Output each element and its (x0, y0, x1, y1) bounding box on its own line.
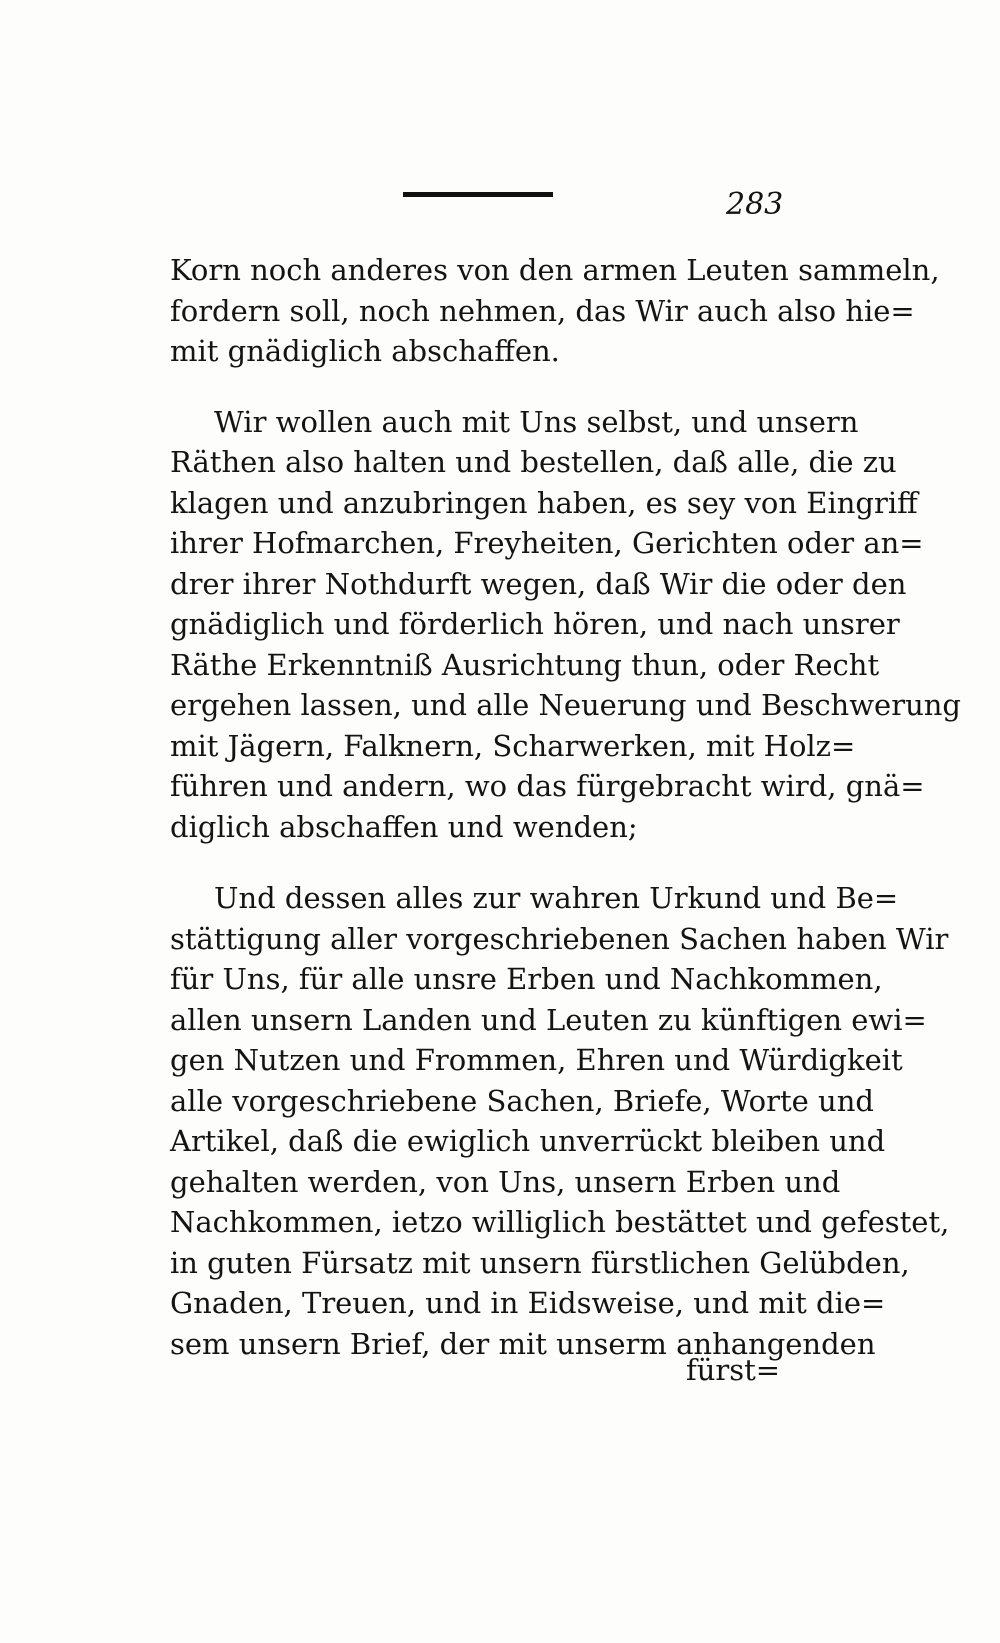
header-rule (403, 192, 553, 197)
text-line: mit gnädiglich abschaffen. (170, 334, 560, 368)
paragraph-gap (170, 372, 794, 402)
text-line: Artikel, daß die ewiglich unverrückt bleiben und (170, 1124, 886, 1158)
text-line: gnädiglich und förderlich hören, und nach unsrer (170, 607, 900, 641)
text-line: klagen und anzubringen haben, es sey von Eingriff (170, 485, 918, 520)
text-line: Nachkommen, ietzo williglich bestättet und gefestet, (170, 1205, 950, 1239)
text-line: ergehen lassen, und alle Neuerung und Beschwerung (170, 688, 962, 722)
text-line: drer ihrer Nothdurft wegen, daß Wir die oder den (170, 566, 907, 601)
text-line: diglich abschaffen und wenden; (170, 809, 638, 844)
text-line: für Uns, für alle unsre Erben und Nachkommen, (170, 962, 883, 996)
catchword: fürst= (686, 1353, 781, 1387)
paragraph-3 (170, 878, 950, 1364)
paragraph-gap (170, 847, 794, 878)
text-line: Gnaden, Treuen, und in Eidsweise, und mit die= (170, 1286, 886, 1320)
text-line: Wir wollen auch mit Uns selbst, und unsern (214, 404, 859, 439)
text-line: allen unsern Landen und Leuten zu künftigen ewi= (170, 1002, 927, 1037)
text-line: gehalten werden, von Uns, unsern Erben und (170, 1164, 841, 1199)
text-line: Korn noch anderes von den armen Leuten sammeln, (170, 253, 940, 287)
text-line: stättigung aller vorgeschriebenen Sachen haben Wir (170, 921, 949, 956)
text-line: gen Nutzen und Frommen, Ehren und Würdigkeit (170, 1043, 903, 1077)
paragraph-1 (170, 250, 940, 372)
text-line: fordern soll, noch nehmen, das Wir auch also hie= (170, 293, 915, 328)
text-line: mit Jägern, Falknern, Scharwerken, mit Holz= (170, 728, 856, 763)
text-line: sem unsern Brief, der mit unserm anhangenden (170, 1326, 876, 1361)
text-line: Und dessen alles zur wahren Urkund und Be= (214, 881, 899, 915)
text-line: führen und andern, wo das fürgebracht wird, gnä= (170, 769, 925, 803)
body-text (170, 250, 962, 1364)
text-line: ihrer Hofmarchen, Freyheiten, Gerichten oder an= (170, 526, 924, 560)
page-number: 283 (726, 187, 784, 222)
text-line: alle vorgeschriebene Sachen, Briefe, Worte und (170, 1083, 874, 1118)
text-line: in guten Fürsatz mit unsern fürstlichen Gelübden, (170, 1245, 910, 1280)
text-line: Räthe Erkenntniß Ausrichtung thun, oder Recht (170, 647, 880, 682)
text-line: Räthen also halten und bestellen, daß alle, die zu (170, 445, 897, 479)
paragraph-2 (170, 402, 962, 848)
